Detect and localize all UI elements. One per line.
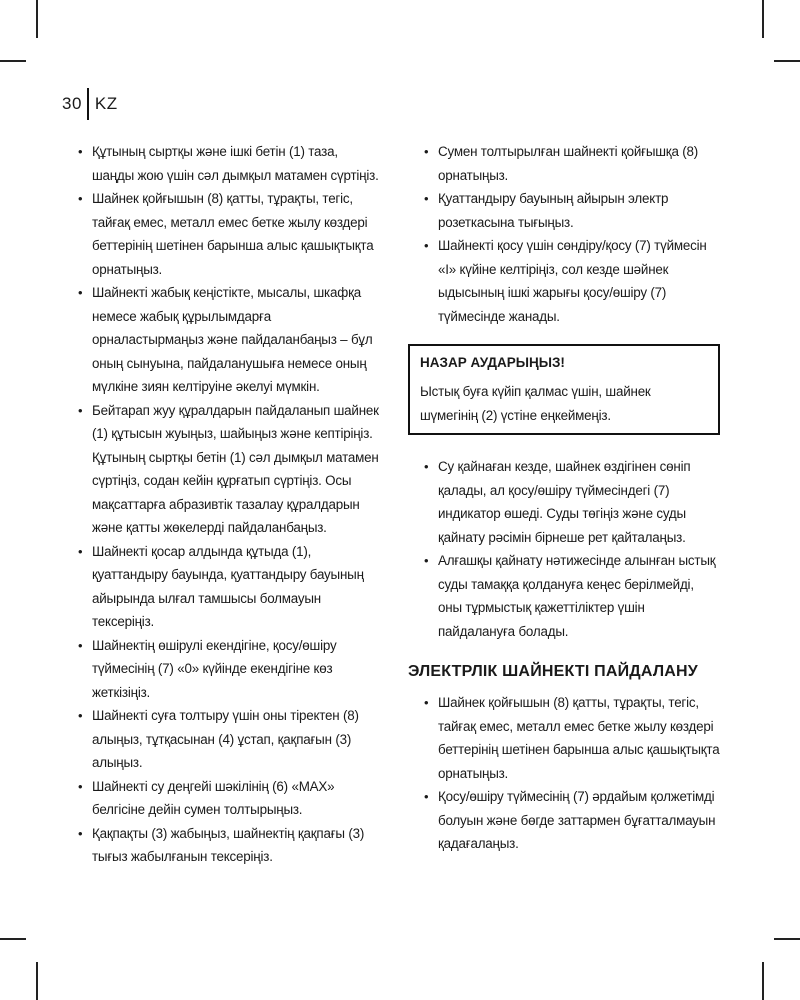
- right-bullet-list-top: [408, 140, 720, 328]
- crop-mark-bottom-right-vertical: [762, 962, 764, 1000]
- list-item: • Шайнекті жабық кеңістікте, мысалы, шкафқа немесе жабық құрылымдарға орналастырмаңыз және пайдаланбаңыз – бұл оның сынуына, пайдаланушыға немесе оның мүлкіне зиян келтіруіне әкелуі мүмкін.: [62, 281, 382, 399]
- list-item: • Сумен толтырылған шайнекті қойғышқа (8) орнатыңыз.: [408, 140, 720, 187]
- section-heading: ЭЛЕКТРЛІК ШАЙНЕКТІ ПАЙДАЛАНУ: [408, 663, 698, 680]
- list-item: • Шайнекті қосу үшін сөндіру/қосу (7) түймесін «I» күйіне келтіріңіз, сол кезде шәйнек ыдысының ішкі жарығы қосу/өшіру (7) түймесінде жанады.: [408, 234, 720, 328]
- language-code: KZ: [94, 94, 118, 113]
- list-item: • Қуаттандыру бауының айырын электр розеткасына тығыңыз.: [408, 187, 720, 234]
- right-bullet-list-bottom: [408, 691, 720, 856]
- crop-mark-top-left-horizontal: [0, 60, 26, 62]
- page-number: 30: [62, 94, 82, 113]
- list-item: • Су қайнаған кезде, шайнек өздігінен сөніп қалады, ал қосу/өшіру түймесіндегі (7) индикатор өшеді. Суды төгіңіз және суды қайнату рәсімін бірнеше рет қайталаңыз.: [408, 455, 720, 549]
- crop-mark-top-left-vertical: [36, 0, 38, 38]
- list-item: • Қосу/өшіру түймесінің (7) әрдайым қолжетімді болуын және бөгде заттармен бұғатталмауын қадағалаңыз.: [408, 785, 720, 856]
- list-item: • Шайнекті суға толтыру үшін оны тіректен (8) алыңыз, тұтқасынан (4) ұстап, қақпағын (3) алыңыз.: [62, 704, 382, 775]
- list-item: • Шайнекті қосар алдында құтыда (1), қуаттандыру бауында, қуаттандыру бауының айырында ылғал тамшысы болмауын тексеріңіз.: [62, 540, 382, 634]
- list-item: • Шайнекті су деңгейі шәкілінің (6) «MAX» белгісіне дейін сумен толтырыңыз.: [62, 775, 382, 822]
- crop-mark-bottom-right-horizontal: [774, 938, 800, 940]
- list-item: • Қақпақты (3) жабыңыз, шайнектің қақпағы (3) тығыз жабылғанын тексеріңіз.: [62, 822, 382, 869]
- warning-title: НАЗАР АУДАРЫҢЫЗ!: [420, 355, 565, 370]
- list-item: • Құтының сыртқы және ішкі бетін (1) таза, шаңды жою үшін сәл дымқыл матамен сүртіңіз.: [62, 140, 382, 187]
- list-item: • Шайнектің өшірулі екендігіне, қосу/өшіру түймесінің (7) «0» күйінде екендігіне көз жеткізіңіз.: [62, 634, 382, 705]
- left-bullet-list: [62, 140, 382, 869]
- right-bullet-list-middle: [408, 455, 720, 643]
- crop-mark-bottom-left-horizontal: [0, 938, 26, 940]
- crop-mark-top-right-vertical: [762, 0, 764, 38]
- crop-mark-top-right-horizontal: [774, 60, 800, 62]
- right-column: [408, 140, 720, 856]
- list-item: • Шайнек қойғышын (8) қатты, тұрақты, тегіс, тайғақ емес, металл емес бетке жылу көздері беттерінің шетінен барынша алыс қашықтықта орнатыңыз.: [62, 187, 382, 281]
- warning-text: Ыстық буға күйіп қалмас үшін, шайнек шүмегінің (2) үстіне еңкеймеңіз.: [420, 384, 651, 423]
- left-column: [62, 140, 382, 869]
- crop-mark-bottom-left-vertical: [36, 962, 38, 1000]
- list-item: • Алғашқы қайнату нәтижесінде алынған ыстық суды тамаққа қолдануға кеңес берілмейді, оны тұрмыстық қажеттіліктер үшін пайдалануға болады.: [408, 549, 720, 643]
- page-header: [62, 88, 118, 120]
- warning-box: [408, 344, 720, 435]
- list-item: • Бейтарап жуу құралдарын пайдаланып шайнек (1) құтысын жуыңыз, шайыңыз және кептіріңіз. Құтының сыртқы бетін (1) сәл дымқыл матамен сүртіңіз, содан кейін құрғатып сүртіңіз. Осы мақсаттарға абразивтік тазалау құралдарын және қатты жөкелерді пайдаланбаңыз.: [62, 399, 382, 540]
- header-divider: [87, 88, 89, 120]
- list-item: • Шайнек қойғышын (8) қатты, тұрақты, тегіс, тайғақ емес, металл емес бетке жылу көздері беттерінің шетінен барынша алыс қашықтықта орнатыңыз.: [408, 691, 720, 785]
